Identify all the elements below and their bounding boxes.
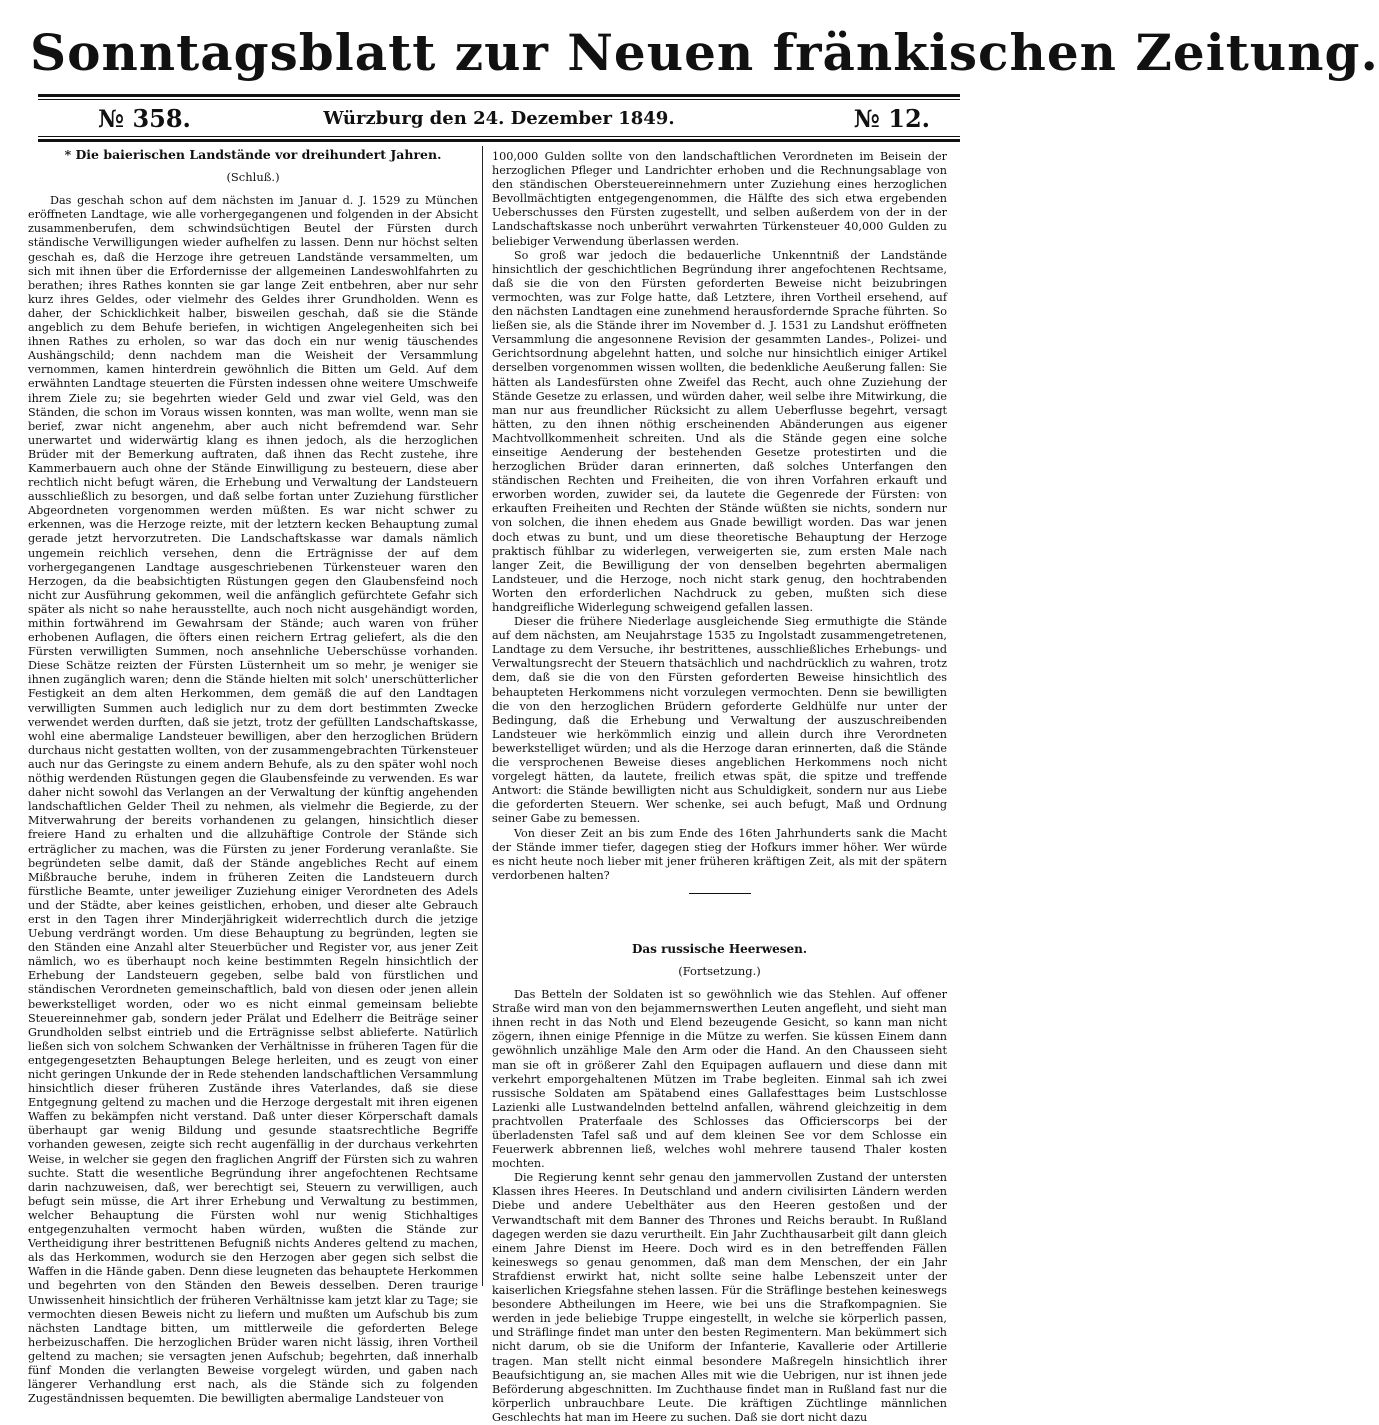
issue-rule-bottom (38, 139, 960, 142)
article-title: * Die baierischen Landstände vor dreihundert Jahren. (64, 147, 442, 162)
section-divider (689, 893, 751, 894)
article-paragraph: So groß war jedoch die bedauerliche Unkenntniß der Landstände hinsichtlich der geschichtlichen Begründung ihrer angefochtenen Rechtsame, daß sie die von den Fürsten geforderten Beweise nicht beizubringen vermochten, was zur Folge hatte, daß Letztere, ihren Vortheil ersehend, auf den nächsten Landtagen eine zunehmend herausfordernde Sprache führten. So ließen sie, als die Stände ihrer im November d. J. 1531 zu Landshut eröffneten Versammlung die angesonnene Revision der gesammten Landes-, Polizei- und Gerichtsordnung abgelehnt hatten, und solche nur hinsichtlich einiger Artikel derselben vorgenommen wissen wollten, die bedenkliche Aeußerung fallen: Sie hätten als Landesfürsten ohne Zweifel das Recht, auch ohne Zuziehung der Stände Gesetze zu erlassen, und würden daher, weil selbe ihre Mitwirkung, die man nur aus freundlicher Rücksicht zu allem Ueberflusse begehrt, versagt hätten, zu den ihnen nöthig erscheinenden Abänderungen aus eigener Machtvollkommenheit schreiten. Und als die Stände gegen eine solche einseitige Aenderung der bestehenden Gesetze protestirten und die herzoglichen Brüder daran erinnerten, daß solches Unterfangen den ständischen Rechten und Freiheiten, die von ihren Vorfahren erkauft und erworben worden, zuwider sei, da lautete die Gegenrede der Fürsten: von erkauften Freiheiten und Rechten der Stände wüßten sie nichts, sondern nur von solchen, die ihnen ehedem aus Gnade bewilligt worden. Das war jenen doch etwas zu bunt, und um diese theoretische Behauptung der Herzoge praktisch fühlbar zu widerlegen, verweigerten sie, zum ersten Male nach langer Zeit, die Bewilligung der von denselben begehrten abermaligen Landsteuer, und die Herzoge, noch nicht stark genug, den hochtrabenden Worten den erforderlichen Nachdruck zu geben, mußten sich diese handgreifliche Widerlegung schweigend gefallen lassen. (492, 248, 947, 614)
issue-number-right: № 12. (853, 104, 930, 133)
masthead-rule-top (38, 94, 960, 97)
article-paragraph: Von dieser Zeit an bis zum Ende des 16ten Jahrhunderts sank die Macht der Stände immer tiefer, dagegen stieg der Hofkurs immer höher. Wer würde es nicht heute noch lieber mit jener früheren kräftigen Zeit, als mit der spätern verdorbenen halten? (492, 826, 947, 882)
article-paragraph: Das geschah schon auf dem nächsten im Januar d. J. 1529 zu München eröffneten Landtage, wie alle vorhergegangenen und folgenden in der Absicht zusammenberufen, dem schwindsüchtigen Beutel der Fürsten durch ständische Verwilligungen wieder aufhelfen zu lassen. Denn nur höchst selten geschah es, daß die Herzoge ihre getreuen Landstände versammelten, um sich mit ihnen über die Erfordernisse der allgemeinen Landeswohlfahrten zu berathen; ihres Rathes konnten sie gar lange Zeit entbehren, aber nur sehr kurz ihres Geldes, oder vielmehr des Geldes ihrer Grundholden. Wenn es daher, der Schicklichkeit halber, bisweilen geschah, daß sie die Stände angeblich zu dem Behufe beriefen, in wichtigen Angelegenheiten sich bei ihnen Rathes zu erholen, so war das doch ein nur wenig täuschendes Aushängschild; denn nachdem man die Weisheit der Versammlung vernommen, kamen hinterdrein gewöhnlich die Bitten um Geld. Auf dem erwähnten Landtage steuerten die Fürsten indessen ohne weitere Umschweife ihrem Ziele zu; sie begehrten wieder Geld und zwar viel Geld, was den Ständen, die schon im Voraus wissen konnten, was man wollte, wenn man sie berief, zwar nicht angenehm, aber auch nicht befremdend war. Sehr unerwartet und widerwärtig klang es ihnen jedoch, als die herzoglichen Brüder mit der Bemerkung auftraten, daß ihnen das Recht zustehe, ihre Kammerbauern auch ohne der Stände Einwilligung zu besteuern, diese aber rechtlich nicht befugt wären, die Erhebung und Verwaltung der Landsteuern ausschließlich zu besorgen, und daß selbe fortan unter Zuziehung fürstlicher Abgeordneten vorgenommen werden müßten. Es war nicht schwer zu erkennen, was die Herzoge reizte, mit der letztern kecken Behauptung zumal gerade jetzt hervorzutreten. Die Landschaftskasse war damals nämlich ungemein reichlich versehen, denn die Erträgnisse der auf dem vorhergegangenen Landtage ausgeschriebenen Türkensteuer waren den Herzogen, da die beabsichtigten Rüstungen gegen den Glaubensfeind noch nicht zur Ausführung gekommen, weil die anfänglich gefürchtete Gefahr sich später als nicht so nahe herausstellte, auch noch nicht ausgehändigt worden, mithin fortwährend im Gewahrsam der Stände; auch waren von früher erhobenen Auflagen, die öfters einen reichern Ertrag geliefert, als die den Fürsten verwilligten Summen, noch ansehnliche Ueberschüsse vorhanden. Diese Schätze reizten der Fürsten Lüsternheit um so mehr, je weniger sie ihnen zugänglich waren; denn die Stände hielten mit solch' unerschütterlicher Festigkeit an dem alten Herkommen, dem gemäß die auf den Landtagen verwilligten Summen auch lediglich nur zu dem dort bestimmten Zwecke verwendet werden durften, daß sie jetzt, trotz der gefüllten Landschaftskasse, wohl eine abermalige Landsteuer bewilligen, aber den herzoglichen Brüdern durchaus nicht gestatten wollten, von der zusammengebrachten Türkensteuer auch nur das Geringste zu einem andern Behufe, als zu den später wohl noch nöthig werdenden Rüstungen gegen die Glaubensfeinde zu verwenden. Es war daher nicht sowohl das Verlangen an der Verwaltung der künftig angehenden landschaftlichen Gelder Theil zu nehmen, als vielmehr die Begierde, zu der Mitverwahrung der bereits vorhandenen zu gelangen, hinsichtlich dieser freiere Hand zu erhalten und die allzuhäftige Controle der Stände sich erträglicher zu machen, was die Fürsten zu jener Forderung veranlaßte. Sie begründeten selbe damit, daß der Stände angebliches Recht auf einem Mißbrauche beruhe, indem in früheren Zeiten die Landsteuern durch fürstliche Beamte, unter jeweiliger Zuziehung einiger Verordneten des Adels und der Städte, aber keines geistlichen, erhoben, und dieser alte Gebrauch erst in den Tagen ihrer Minderjährigkeit widerrechtlich durch die jetzige Uebung verdrängt worden. Um diese Behauptung zu begründen, legten sie den Ständen eine Anzahl alter Steuerbücher und Register vor, aus jener Zeit nämlich, wo es überhaupt noch keine bestimmten Regeln hinsichtlich der Erhebung der Landsteuern gegeben, selbe bald von fürstlichen und ständischen Verordneten gemeinschaftlich, bald von diesen oder jenen allein bewerkstelliget worden, oder wo es nicht einmal gemeinsam beliebte Steuereinnehmer gab, sondern jeder Prälat und Edelherr die Beiträge seiner Grundholden selbst eintrieb und die Erträgnisse selbst ablieferte. Natürlich ließen sich von solchem Schwanken der Verhältnisse in früheren Tagen für die entgegengesetzten Behauptungen Belege herleiten, und es zeugt von einer nicht geringen Unkunde der in Rede stehenden landschaftlichen Versammlung hinsichtlich dieser früheren Zustände ihres Vaterlandes, daß sie diese Entgegnung geltend zu machen und die Herzoge dergestalt mit ihren eigenen Waffen zu bekämpfen nicht verstand. Daß unter dieser Körperschaft damals überhaupt gar wenig Bildung und gesunde staatsrechtliche Begriffe vorhanden gewesen, zeigte sich recht augenfällig in der durchaus verkehrten Weise, in welcher sie gegen den fraglichen Angriff der Fürsten sich zu wahren suchte. Statt die wesentliche Begründung ihrer angefochtenen Rechtsame darin nachzuweisen, daß, wer berechtigt sei, Steuern zu verwilligen, auch befugt sein müsse, die Art ihrer Erhebung und Verwaltung zu bestimmen, welcher Behauptung die Fürsten wohl nur wenig Stichhaltiges entgegenzuhalten vermocht haben würden, wußten die Stände zur Vertheidigung ihrer bestrittenen Befugniß nichts Anderes geltend zu machen, als das Herkommen, wodurch sie den Herzogen aber gegen sich selbst die Waffen in die Hände gaben. Denn diese leugneten das behauptete Herkommen und begehrten von den Ständen den Beweis desselben. Deren traurige Unwissenheit hinsichtlich der früheren Verhältnisse kam jetzt klar zu Tage; sie vermochten diesen Beweis nicht zu liefern und mußten um Aufschub bis zum nächsten Landtage bitten, um mittlerweile die geforderten Belege herbeizuschaffen. Die herzoglichen Brüder waren nicht lässig, ihren Vortheil geltend zu machen; sie versagten jenen Aufschub; begehrten, daß innerhalb fünf Monden die verlangten Beweise vorgelegt würden, und gaben nach längerer Verhandlung erst nach, als die Stände sich zu folgenden Zugeständnissen bequemten. Die bewilligten abermalige Landsteuer von (28, 194, 478, 1406)
issue-number-left: № 358. (98, 104, 191, 133)
right-column (492, 150, 947, 1424)
column-separator (482, 146, 483, 1286)
article-paragraph: Die Regierung kennt sehr genau den jammervollen Zustand der untersten Klassen ihres Heeres. In Deutschland und andern civilisirten Ländern werden Diebe und andere Uebelthäter aus den Heeren gestoßen und der Verwandtschaft mit dem Banner des Thrones und Reichs beraubt. In Rußland dagegen werden sie dazu verurtheilt. Ein Jahr Zuchthausarbeit gilt dann gleich einem Jahre Dienst im Heere. Doch wird es in den betreffenden Fällen keineswegs so genau genommen, daß man dem Menschen, der ein Jahr Strafdienst erwirkt hat, nicht sollte seine halbe Lebenszeit unter der kaiserlichen Kriegsfahne stehen lassen. Für die Sträflinge bestehen keineswegs besondere Abtheilungen im Heere, wie bei uns die Strafkompagnien. Sie werden in jede beliebige Truppe eingestellt, in welche sie körperlich passen, und Sträflinge findet man unter den besten Regimentern. Man bekümmert sich nicht darum, ob sie die Uniform der Infanterie, Kavallerie oder Artillerie tragen. Man stellt nicht einmal besondere Maßregeln hinsichtlich ihrer Beaufsichtigung an, sie machen Alles mit wie die Uebrigen, nur ist ihnen jede Beförderung abgeschnitten. Im Zuchthause findet man in Rußland fast nur die körperlich unbrauchbare Leute. Die kräftigen Züchtlinge männlichen Geschlechts hat man im Heere zu suchen. Daß sie dort nicht dazu (492, 1171, 947, 1424)
article-paragraph-continued: 100,000 Gulden sollte von den landschaftlichen Verordneten im Beisein der herzoglichen Pfleger und Landrichter erhoben und die Rechnungsablage von den ständischen Obersteuereinnehmern unter Zuziehung eines herzoglichen Bevollmächtigten entgegengenommen, die Hälfte des sich etwa ergebenden Ueberschusses den Fürsten zugestellt, und selben außerdem von der in der Landschaftskasse noch unberührt verwahrten Türkensteuer 40,000 Gulden zu beliebiger Verwendung überlassen werden. (492, 150, 947, 248)
dateline: Würzburg den 24. Dezember 1849. (323, 108, 675, 129)
issue-rule-bottom-thin (38, 136, 960, 137)
masthead-title: Sonntagsblatt zur Neuen fränkischen Zeitung. (30, 23, 1379, 82)
article-subtitle: (Schluß.) (226, 170, 280, 185)
article-title: Das russische Heerwesen. (631, 941, 808, 956)
article-paragraph: Dieser die frühere Niederlage ausgleichende Sieg ermuthigte die Stände auf dem nächsten, am Neujahrstage 1535 zu Ingolstadt zusammengetretenen, Landtage zu dem Versuche, ihr bestrittenes, ausschließliches Erhebungs- und Verwaltungsrecht der Steuern thatsächlich und nachdrücklich zu wahren, trotz dem, daß sie die von den Fürsten geforderten Beweise hinsichtlich des behaupteten Herkommens nicht vorzulegen vermochten. Denn sie bewilligten die von den herzoglichen Brüdern geforderte Geldhülfe nur unter der Bedingung, daß die Erhebung und Verwaltung der auszuschreibenden Landsteuer wie herkömmlich einzig und allein durch ihre Verordneten bewerkstelliget würden; und als die Herzoge daran erinnerten, daß die Stände die versprochenen Beweise dieses angeblichen Herkommens noch nicht vorgelegt hätten, da lautete, freilich etwas spät, die spitze und treffende Antwort: die Stände bewilligten nicht aus Schuldigkeit, sondern nur aus Liebe die geforderten Steuern. Wer schenke, sei auch befugt, Maß und Ordnung seiner Gabe zu bemessen. (492, 615, 947, 826)
article-subtitle: (Fortsetzung.) (678, 963, 761, 978)
article-paragraph: Das Betteln der Soldaten ist so gewöhnlich wie das Stehlen. Auf offener Straße wird man von den bejammernswerthen Leuten angefleht, und sieht man ihnen recht in das Noth und Elend bezeugende Gesicht, so kann man nicht zögern, ihnen einige Pfennige in die Mütze zu werfen. Sie küssen Einem dann gewöhnlich unzählige Male den Arm oder die Hand. An den Chausseen sieht man sie oft in größerer Zahl den Equipagen auflauern und diese dann mit verkehrt emporgehaltenen Mützen im Trabe begleiten. Einmal sah ich zwei russische Soldaten am Spätabend eines Gallafesttages beim Lustschlosse Lazienki alle Lustwandelnden bettelnd anfallen, während gleichzeitig in dem prachtvollen Praterfaale des Schlosses das Officierscorps bei der überladensten Tafel saß und auf dem kleinen See vor dem Schlosse ein Feuerwerk abbrennen ließ, welches wohl mehrere tausend Thaler kosten mochten. (492, 988, 947, 1171)
issue-bar (38, 100, 960, 134)
left-column (28, 147, 478, 1406)
